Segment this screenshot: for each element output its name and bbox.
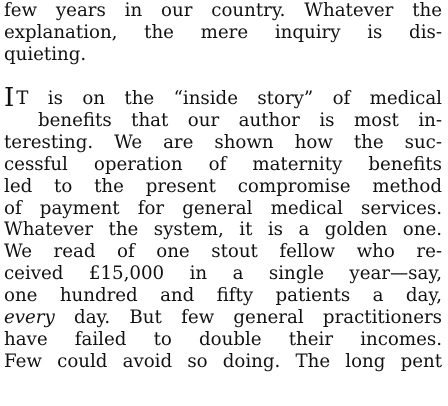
first-line-text: T is on the “inside story” of medical (16, 88, 442, 109)
paragraph-1 (4, 0, 442, 66)
text-line: quieting. (4, 43, 87, 65)
text-line: of payment for general medical services. (4, 197, 442, 219)
text-line: have failed to double their incomes. (4, 328, 442, 350)
text-line: cessful operation of maternity benefits (4, 153, 442, 175)
italic-word: every (4, 307, 55, 329)
text-line: few years in our country. Whatever the (4, 0, 442, 21)
text-line: ceived £15,000 in a single year—say, (4, 263, 442, 285)
text-line: led to the present compromise method (4, 175, 442, 197)
text-line (4, 307, 442, 329)
text-line: explanation, the mere inquiry is dis- (4, 21, 442, 43)
drop-cap: I (4, 83, 15, 113)
text-line: Whatever the system, it is a golden one. (4, 219, 442, 241)
text-line: Few could avoid so doing. The long pent (4, 350, 442, 372)
text-line: benefits that our author is most in- (38, 109, 442, 131)
text-line: We read of one stout fellow who re- (4, 241, 442, 263)
paragraph-2 (4, 83, 442, 373)
text-line: teresting. We are shown how the suc- (4, 131, 442, 153)
line-text: day. But few general practitioners (54, 307, 442, 329)
text-line-first (4, 83, 442, 113)
text-line: one hundred and fifty patients a day, (4, 285, 442, 307)
